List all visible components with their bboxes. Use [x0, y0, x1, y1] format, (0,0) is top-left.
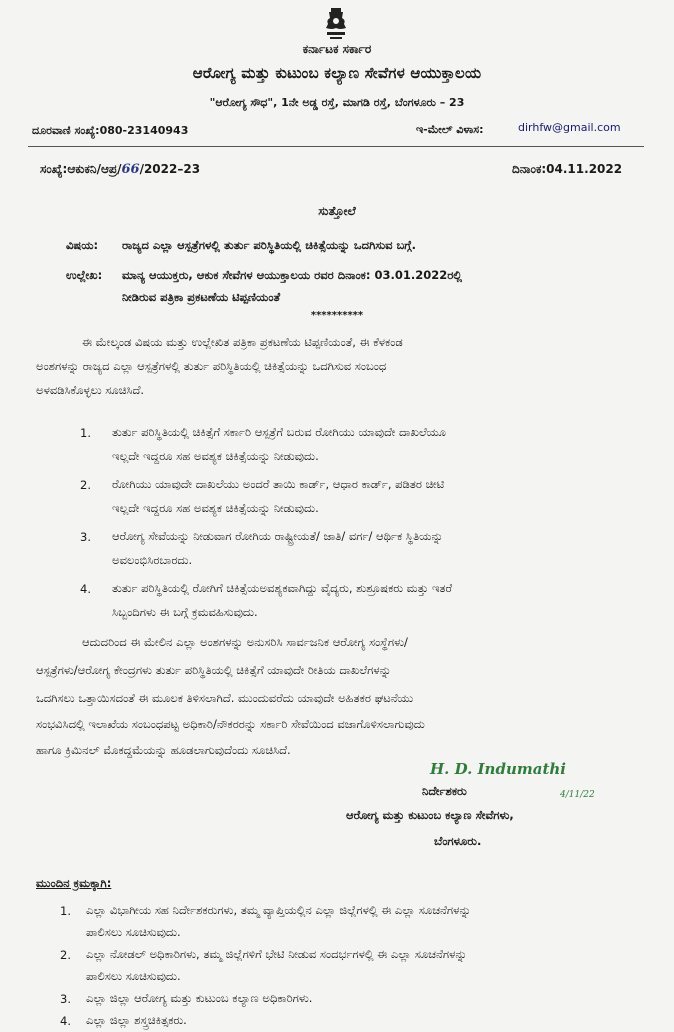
closing-line-3: ಒದಗಿಸಲು ಒತ್ತಾಯಿಸದಂತೆ ಈ ಮೂಲಕ ತಿಳಿಸಲಾಗಿದೆ. ಮುಂದುವರೆದು ಯಾವುದೇ ಅಹಿತಕರ ಘಟನೆಯು [36, 691, 414, 705]
closing-line-4: ಸಂಭವಿಸಿದಲ್ಲಿ ಇಲಾಖೆಯ ಸಂಬಂಧಪಟ್ಟ ಅಧಿಕಾರಿ/ನೌಕರರನ್ನು ಸರ್ಕಾರಿ ಸೇವೆಯಿಂದ ವಜಾಗೊಳಿಸಲಾಗುವುದು [36, 717, 425, 731]
intro-line-2: ಅಂಶಗಳನ್ನು ರಾಜ್ಯದ ಎಲ್ಲಾ ಆಸ್ಪತ್ರೆಗಳಲ್ಲಿ ತುರ್ತು ಪರಿಸ್ಥಿತಿಯಲ್ಲಿ ಚಿಕಿತ್ಸೆಯನ್ನು ಒದಗಿಸುವ ಸಂಬಂಧ [36, 359, 387, 373]
action-4-line-1: ಎಲ್ಲಾ ಜಿಲ್ಲಾ ಶಸ್ತ್ರಚಿಕಿತ್ಸಕರು. [86, 1013, 187, 1027]
signature-date: 4/11/22 [560, 790, 595, 800]
signature: H. D. Indumathi [430, 760, 566, 778]
action-3-line-1: ಎಲ್ಲಾ ಜಿಲ್ಲಾ ಆರೋಗ್ಯ ಮತ್ತು ಕುಟುಂಬ ಕಲ್ಯಾಣ ಅಧಿಕಾರಿಗಳು. [86, 991, 313, 1005]
subject-text: ರಾಜ್ಯದ ಎಲ್ಲಾ ಆಸ್ಪತ್ರೆಗಳಲ್ಲಿ ತುರ್ತು ಪರಿಸ್ಥಿತಿಯಲ್ಲಿ ಚಿಕಿತ್ಸೆಯನ್ನು ಒದಗಿಸುವ ಬಗ್ಗೆ. [122, 238, 417, 252]
reference-line-2: ನೀಡಿರುವ ಪತ್ರಿಕಾ ಪ್ರಕಟಣೆಯ ಟಿಪ್ಪಣಿಯಂತೆ [122, 290, 281, 304]
action-number: 4. [60, 1014, 71, 1028]
point-3-line-2: ಅವಲಂಭಿಸಿರಬಾರದು. [112, 553, 193, 567]
closing-line-5: ಹಾಗೂ ಕ್ರಿಮಿನಲ್ ಮೊಕದ್ದಮೆಯನ್ನು ಹೂಡಲಾಗುವುದೆಂದು ಸೂಚಿಸಿದೆ. [36, 743, 291, 757]
reference-date: ದಿನಾಂಕ:04.11.2022 [512, 162, 623, 176]
point-4-line-2: ಸಿಬ್ಬಂದಿಗಳು ಈ ಬಗ್ಗೆ ಕ್ರಮವಹಿಸುವುದು. [112, 605, 258, 619]
action-number: 2. [60, 948, 71, 962]
intro-line-1: ಈ ಮೇಲ್ಕಂಡ ವಿಷಯ ಮತ್ತು ಉಲ್ಲೇಖಿತ ಪತ್ರಿಕಾ ಪ್ರಕಟಣೆಯ ಟಿಪ್ಪಣಿಯಂತೆ, ಈ ಕೆಳಕಂಡ [82, 335, 403, 349]
reference-number [40, 162, 200, 177]
intro-line-3: ಅಳವಡಿಸಿಕೊಳ್ಳಲು ಸೂಚಿಸಿದೆ. [36, 383, 145, 397]
office-address: "ಆರೋಗ್ಯ ಸೌಧ", 1ನೇ ಅಡ್ಡ ರಸ್ತೆ, ಮಾಗಡಿ ರಸ್ತೆ, ಬೆಂಗಳೂರು – 23 [209, 96, 465, 109]
point-1-line-1: ತುರ್ತು ಪರಿಸ್ಥಿತಿಯಲ್ಲಿ ಚಿಕಿತ್ಸೆಗೆ ಸರ್ಕಾರಿ ಆಸ್ಪತ್ರೆಗೆ ಬರುವ ರೋಗಿಯು ಯಾವುದೇ ದಾಖಲೆಯೂ [112, 425, 447, 439]
closing-line-2: ಆಸ್ಪತ್ರೆಗಳು/ಆರೋಗ್ಯ ಕೇಂದ್ರಗಳು ತುರ್ತು ಪರಿಸ್ಥಿತಿಯಲ್ಲಿ ಚಿಕಿತ್ಸೆಗೆ ಯಾವುದೇ ರೀತಿಯ ದಾಖಲೆಗಳನ್ನು [36, 663, 392, 677]
point-3-line-1: ಆರೋಗ್ಯ ಸೇವೆಯನ್ನು ನೀಡುವಾಗ ರೋಗಿಯ ರಾಷ್ಟ್ರೀಯತೆ/ ಜಾತಿ/ ವರ್ಗ/ ಆರ್ಥಿಕ ಸ್ಥಿತಿಯನ್ನು [112, 529, 444, 543]
point-number: 1. [80, 426, 91, 440]
reference-handwritten: 66 [121, 162, 140, 177]
closing-line-1: ಆದುದರಿಂದ ಈ ಮೇಲಿನ ಎಲ್ಲಾ ಅಂಶಗಳನ್ನು ಅನುಸರಿಸಿ ಸಾರ್ವಜನಿಕ ಆರೋಗ್ಯ ಸಂಸ್ಥೆಗಳು/ [82, 635, 408, 649]
signatory-office: ಆರೋಗ್ಯ ಮತ್ತು ಕುಟುಂಬ ಕಲ್ಯಾಣ ಸೇವೆಗಳು, [346, 808, 514, 822]
point-number: 4. [80, 582, 91, 596]
document-title: ಸುತ್ತೋಲೆ [318, 204, 356, 218]
karnataka-emblem-icon [320, 6, 352, 42]
separator: ********** [310, 310, 364, 321]
subject-label: ವಿಷಯ: [66, 238, 99, 252]
point-number: 2. [80, 478, 91, 492]
reference-line-1: ಮಾನ್ಯ ಆಯುಕ್ತರು, ಆಕುಕ ಸೇವೆಗಳ ಆಯುಕ್ತಾಲಯ ರವರ ದಿನಾಂಕ: 03.01.2022ರಲ್ಲಿ [122, 268, 462, 282]
signatory-place: ಬೆಂಗಳೂರು. [434, 834, 482, 848]
office-name: ಆರೋಗ್ಯ ಮತ್ತು ಕುಟುಂಬ ಕಲ್ಯಾಣ ಸೇವೆಗಳ ಆಯುಕ್ತಾಲಯ [192, 64, 482, 82]
action-1-line-1: ಎಲ್ಲಾ ವಿಭಾಗೀಯ ಸಹ ನಿರ್ದೇಶಕರುಗಳು, ತಮ್ಮ ವ್ಯಾಪ್ತಿಯಲ್ಲಿನ ಎಲ್ಲಾ ಜಿಲ್ಲೆಗಳಲ್ಲಿ ಈ ಎಲ್ಲಾ ಸೂಚನೆಗಳನ್ನು [86, 903, 471, 917]
point-4-line-1: ತುರ್ತು ಪರಿಸ್ಥಿತಿಯಲ್ಲಿ ರೋಗಿಗೆ ಚಿಕಿತ್ಸೆಯಅವಶ್ಯಕವಾಗಿದ್ದು ವೈದ್ಯರು, ಶುಶ್ರೂಷಕರು ಮತ್ತು ಇತರೆ [112, 581, 453, 595]
signatory-designation: ನಿರ್ದೇಶಕರು [422, 784, 467, 798]
email-address: dirhfw@gmail.com [518, 121, 621, 134]
phone-number: ದೂರವಾಣಿ ಸಂಖ್ಯೆ:080-23140943 [32, 124, 189, 137]
point-2-line-1: ರೋಗಿಯು ಯಾವುದೇ ದಾಖಲೆಯು ಅಂದರೆ ತಾಯಿ ಕಾರ್ಡ್, ಆಧಾರ ಕಾರ್ಡ್, ಪಡಿತರ ಚೀಟಿ [112, 477, 445, 491]
action-2-line-2: ಪಾಲಿಸಲು ಸೂಚಿಸುವುದು. [86, 969, 181, 983]
action-number: 3. [60, 992, 71, 1006]
further-action-heading: ಮುಂದಿನ ಕ್ರಮಕ್ಕಾಗಿ: [36, 876, 112, 890]
govt-name: ಕರ್ನಾಟಕ ಸರ್ಕಾರ [302, 42, 372, 56]
point-number: 3. [80, 530, 91, 544]
point-2-line-2: ಇಲ್ಲದೇ ಇದ್ದರೂ ಸಹ ಅವಶ್ಯಕ ಚಿಕಿತ್ಸೆಯನ್ನು ನೀಡುವುದು. [112, 501, 319, 515]
header-divider [28, 146, 644, 147]
action-2-line-1: ಎಲ್ಲಾ ನೋಡಲ್ ಅಧಿಕಾರಿಗಳು, ತಮ್ಮ ಜಿಲ್ಲೆಗಳಿಗೆ ಭೇಟಿ ನೀಡುವ ಸಂದರ್ಭಗಳಲ್ಲಿ ಈ ಎಲ್ಲಾ ಸೂಚನೆಗಳನ್ನು [86, 947, 467, 961]
email-label: ಇ-ಮೇಲ್ ವಿಳಾಸ: [416, 123, 484, 136]
reference-suffix: /2022–23 [139, 162, 201, 176]
reference-prefix: ಸಂಖ್ಯೆ:ಆಕುಕನಿ/ಆಪ್ರ/ [40, 162, 122, 176]
point-1-line-2: ಇಲ್ಲದೇ ಇದ್ದರೂ ಸಹ ಅವಶ್ಯಕ ಚಿಕಿತ್ಸೆಯನ್ನು ನೀಡುವುದು. [112, 449, 319, 463]
action-1-line-2: ಪಾಲಿಸಲು ಸೂಚಿಸುವುದು. [86, 925, 181, 939]
action-number: 1. [60, 904, 71, 918]
reference-label: ಉಲ್ಲೇಖ: [66, 268, 103, 282]
